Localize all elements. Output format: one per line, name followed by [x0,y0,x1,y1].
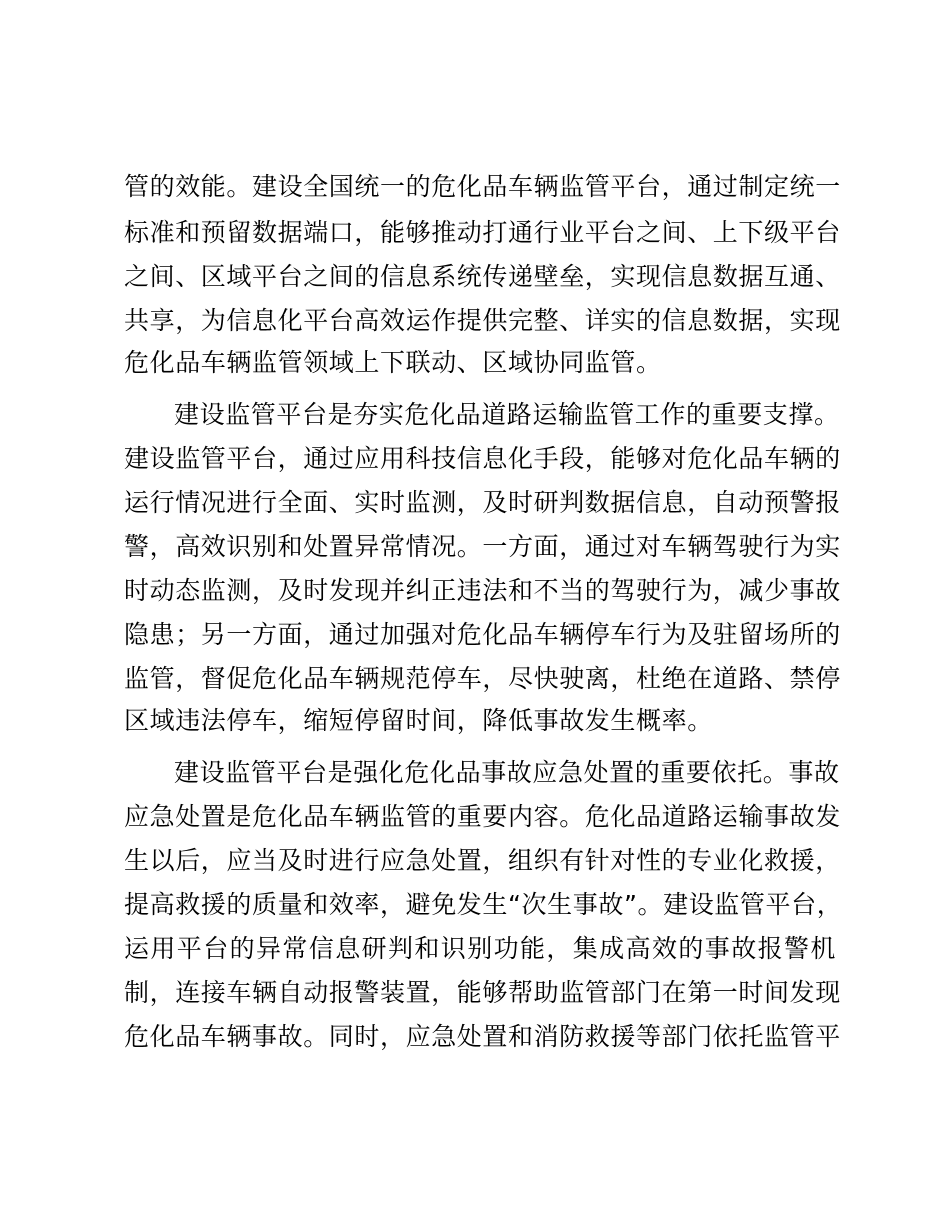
paragraph-3-line-3: 生以后，应当及时进行应急处置，组织有针对性的专业化救援， [124,846,841,875]
paragraph-3-line-5: 运用平台的异常信息研判和识别功能，集成高效的事故报警机 [124,934,836,963]
paragraph-3-line-1: 建设监管平台是强化危化品事故应急处置的重要依托。事故 [174,758,840,787]
paragraph-2-line-1: 建设监管平台是夯实危化品道路运输监管工作的重要支撑。 [174,400,840,429]
paragraph-2-line-3: 运行情况进行全面、实时监测，及时研判数据信息，自动预警报 [124,488,841,517]
paragraph-3-line-2: 应急处置是危化品车辆监管的重要内容。危化品道路运输事故发 [124,802,841,831]
paragraph-1-line-4: 共享，为信息化平台高效运作提供完整、详实的信息数据，实现 [124,306,841,335]
paragraph-3-line-4: 提高救援的质量和效率，避免发生“次生事故”。建设监管平台， [124,890,843,919]
paragraph-1-line-2: 标准和预留数据端口，能够推动打通行业平台之间、上下级平台 [124,218,841,247]
paragraph-2-line-5: 时动态监测，及时发现并纠正违法和不当的驾驶行为，减少事故 [124,576,841,605]
paragraph-1-line-1: 管的效能。建设全国统一的危化品车辆监管平台，通过制定统一 [124,172,841,201]
paragraph-2-line-8: 区域违法停车，缩短停留时间，降低事故发生概率。 [124,706,713,735]
paragraph-2-line-6: 隐患；另一方面，通过加强对危化品车辆停车行为及驻留场所的 [124,620,841,649]
paragraph-3-line-6: 制，连接车辆自动报警装置，能够帮助监管部门在第一时间发现 [124,978,841,1007]
paragraph-1-line-5: 危化品车辆监管领域上下联动、区域协同监管。 [124,348,662,377]
paragraph-2-line-7: 监管，督促危化品车辆规范停车，尽快驶离，杜绝在道路、禁停 [124,664,841,693]
paragraph-2-line-4: 警，高效识别和处置异常情况。一方面，通过对车辆驾驶行为实 [124,532,841,561]
paragraph-2-line-2: 建设监管平台，通过应用科技信息化手段，能够对危化品车辆的 [124,444,841,473]
paragraph-1-line-3: 之间、区域平台之间的信息系统传递壁垒，实现信息数据互通、 [124,262,841,291]
paragraph-3-line-7: 危化品车辆事故。同时，应急处置和消防救援等部门依托监管平 [124,1022,841,1051]
